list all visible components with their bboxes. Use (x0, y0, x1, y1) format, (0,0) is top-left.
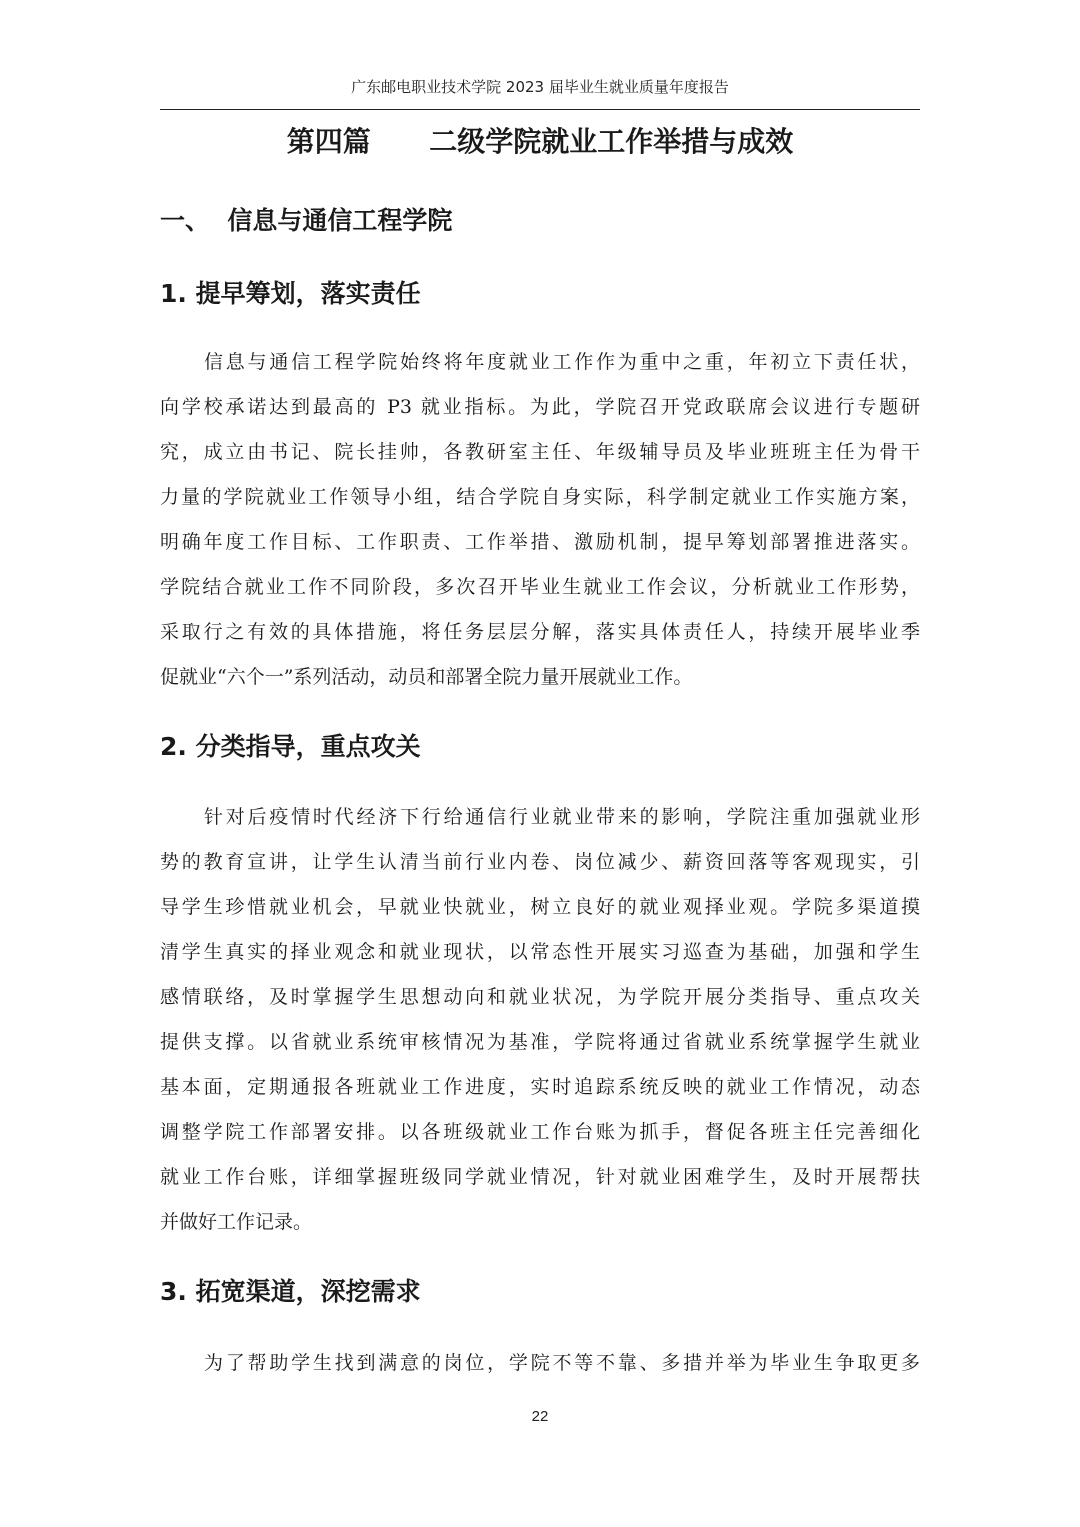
paragraph-line: 清学生真实的择业观念和就业现状，以常态性开展实习巡查为基础，加强和学生 (160, 941, 920, 963)
paragraph-line: 针对后疫情时代经济下行给通信行业就业带来的影响，学院注重加强就业形 (204, 806, 920, 828)
paragraph-line: 学院结合就业工作不同阶段，多次召开毕业生就业工作会议，分析就业工作形势， (160, 576, 920, 598)
running-header: 广东邮电职业技术学院 2023 届毕业生就业质量年度报告 (351, 78, 729, 96)
subsection-heading-2: 2. 分类指导，重点攻关 (160, 732, 421, 761)
paragraph-2 (160, 795, 920, 1245)
paragraph-1 (160, 340, 920, 700)
paragraph-line: 力量的学院就业工作领导小组，结合学院自身实际，科学制定就业工作实施方案， (160, 486, 920, 508)
paragraph-line: 为了帮助学生找到满意的岗位，学院不等不靠、多措并举为毕业生争取更多 (204, 1352, 920, 1374)
part-title: 第四篇 二级学院就业工作举措与成效 (286, 125, 794, 158)
section-heading: 一、 信息与通信工程学院 (160, 206, 453, 235)
paragraph-line: 采取行之有效的具体措施，将任务层层分解，落实具体责任人，持续开展毕业季 (160, 621, 920, 643)
paragraph-line: 究，成立由书记、院长挂帅，各教研室主任、年级辅导员及毕业班班主任为骨干 (160, 441, 920, 463)
paragraph-line: 感情联络，及时掌握学生思想动向和就业状况，为学院开展分类指导、重点攻关 (160, 986, 920, 1008)
paragraph-line: 明确年度工作目标、工作职责、工作举措、激励机制，提早筹划部署推进落实。 (160, 531, 920, 553)
paragraph-line: 势的教育宣讲，让学生认清当前行业内卷、岗位减少、薪资回落等客观现实，引 (160, 851, 920, 873)
paragraph-line: 向学校承诺达到最高的 P3 就业指标。为此，学院召开党政联席会议进行专题研 (160, 396, 920, 418)
paragraph-line: 信息与通信工程学院始终将年度就业工作作为重中之重，年初立下责任状， (204, 351, 920, 373)
paragraph-line: 提供支撑。以省就业系统审核情况为基准，学院将通过省就业系统掌握学生就业 (160, 1031, 920, 1053)
paragraph-line: 导学生珍惜就业机会，早就业快就业，树立良好的就业观择业观。学院多渠道摸 (160, 896, 920, 918)
paragraph-3 (160, 1341, 920, 1386)
paragraph-line: 并做好工作记录。 (160, 1211, 313, 1233)
header-rule (160, 109, 920, 110)
paragraph-line: 调整学院工作部署安排。以各班级就业工作台账为抓手，督促各班主任完善细化 (160, 1121, 920, 1143)
subsection-heading-1: 1. 提早筹划，落实责任 (160, 279, 421, 308)
page-number: 22 (531, 1408, 549, 1425)
paragraph-line: 就业工作台账，详细掌握班级同学就业情况，针对就业困难学生，及时开展帮扶 (160, 1166, 920, 1188)
paragraph-line: 促就业“六个一”系列活动，动员和部署全院力量开展就业工作。 (160, 666, 693, 688)
subsection-heading-3: 3. 拓宽渠道，深挖需求 (160, 1277, 421, 1306)
paragraph-line: 基本面，定期通报各班就业工作进度，实时追踪系统反映的就业工作情况，动态 (160, 1076, 920, 1098)
